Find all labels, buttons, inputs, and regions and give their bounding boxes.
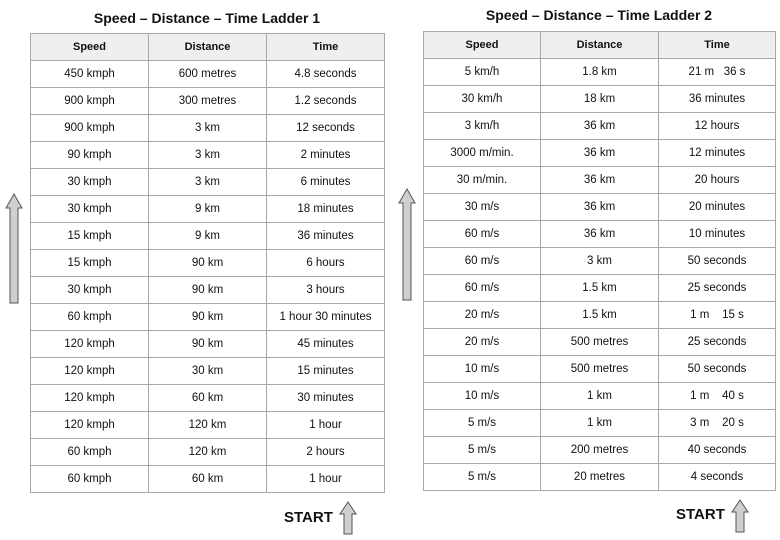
ladder1-cell-time: 1 hour 30 minutes — [267, 304, 385, 331]
table-row — [31, 466, 385, 493]
ladder1-cell-time: 1.2 seconds — [267, 88, 385, 115]
ladder1-cell-speed: 90 kmph — [31, 142, 149, 169]
ladder2-cell-speed: 60 m/s — [424, 275, 541, 302]
ladder2-cell-speed: 30 km/h — [424, 86, 541, 113]
ladder1-cell-distance: 90 km — [149, 331, 267, 358]
ladder2-header-row — [424, 32, 776, 59]
ladder1-title: Speed – Distance – Time Ladder 1 — [93, 10, 321, 26]
ladder2-cell-time: 20 hours — [659, 167, 776, 194]
ladder2-cell-time: 50 seconds — [659, 356, 776, 383]
ladder1-cell-time: 2 minutes — [267, 142, 385, 169]
ladder2-cell-distance: 18 km — [541, 86, 659, 113]
ladder1-cell-speed: 120 kmph — [31, 385, 149, 412]
ladder2-cell-distance: 36 km — [541, 221, 659, 248]
table-row — [31, 169, 385, 196]
table-row — [424, 302, 776, 329]
ladder1-table — [30, 33, 385, 493]
ladder1-cell-time: 12 seconds — [267, 115, 385, 142]
ladder2-cell-distance: 20 metres — [541, 464, 659, 491]
ladder2-cell-distance: 1.8 km — [541, 59, 659, 86]
ladder2-cell-distance: 1 km — [541, 383, 659, 410]
ladder2-cell-speed: 5 m/s — [424, 410, 541, 437]
ladder1-cell-speed: 900 kmph — [31, 88, 149, 115]
ladder2-cell-distance: 1 km — [541, 410, 659, 437]
ladder2-cell-time: 20 minutes — [659, 194, 776, 221]
ladder1-cell-time: 30 minutes — [267, 385, 385, 412]
table-row — [31, 358, 385, 385]
ladder2-cell-time: 1 m 40 s — [659, 383, 776, 410]
ladder1-cell-time: 2 hours — [267, 439, 385, 466]
ladder1-cell-distance: 90 km — [149, 304, 267, 331]
ladder2-cell-speed: 60 m/s — [424, 248, 541, 275]
ladder2-cell-speed: 20 m/s — [424, 302, 541, 329]
table-row — [424, 383, 776, 410]
ladder1-body — [31, 61, 385, 493]
ladder2-cell-time: 36 minutes — [659, 86, 776, 113]
ladder1-cell-time: 4.8 seconds — [267, 61, 385, 88]
table-row — [424, 410, 776, 437]
ladder2-cell-speed: 20 m/s — [424, 329, 541, 356]
table-row — [424, 140, 776, 167]
table-row — [31, 304, 385, 331]
table-row — [424, 437, 776, 464]
ladder1-cell-speed: 15 kmph — [31, 250, 149, 277]
table-row — [424, 464, 776, 491]
table-row — [31, 412, 385, 439]
ladder1-cell-speed: 450 kmph — [31, 61, 149, 88]
ladder1-start-label: START — [284, 509, 333, 526]
ladder1-cell-speed: 30 kmph — [31, 196, 149, 223]
ladder2-cell-time: 12 minutes — [659, 140, 776, 167]
ladder2-cell-distance: 500 metres — [541, 356, 659, 383]
table-row — [31, 142, 385, 169]
ladder2-cell-distance: 1.5 km — [541, 302, 659, 329]
ladder1-cell-distance: 9 km — [149, 196, 267, 223]
ladder2-cell-time: 4 seconds — [659, 464, 776, 491]
ladder2-cell-distance: 36 km — [541, 167, 659, 194]
ladder1-cell-distance: 3 km — [149, 169, 267, 196]
table-row — [31, 277, 385, 304]
ladder2-cell-speed: 5 m/s — [424, 464, 541, 491]
ladder1-cell-speed: 30 kmph — [31, 169, 149, 196]
ladder2-cell-distance: 36 km — [541, 194, 659, 221]
ladder2-header-distance: Distance — [541, 32, 659, 59]
ladder1-cell-distance: 3 km — [149, 115, 267, 142]
ladder1-cell-speed: 120 kmph — [31, 358, 149, 385]
ladder2-cell-distance: 36 km — [541, 140, 659, 167]
start-arrow-icon — [338, 500, 358, 536]
ladder1-cell-time: 6 hours — [267, 250, 385, 277]
table-row — [424, 329, 776, 356]
ladder1-cell-distance: 9 km — [149, 223, 267, 250]
ladder1-header-speed: Speed — [31, 34, 149, 61]
ladder2-header-speed: Speed — [424, 32, 541, 59]
ladder2-cell-time: 10 minutes — [659, 221, 776, 248]
table-row — [31, 88, 385, 115]
table-row — [424, 59, 776, 86]
ladder2-table — [423, 31, 776, 491]
ladder2-cell-time: 25 seconds — [659, 275, 776, 302]
ladder2-cell-time: 25 seconds — [659, 329, 776, 356]
ladder1-header-time: Time — [267, 34, 385, 61]
ladder1-cell-speed: 60 kmph — [31, 304, 149, 331]
ladder2-cell-time: 21 m 36 s — [659, 59, 776, 86]
ladder2-cell-speed: 5 km/h — [424, 59, 541, 86]
ladder1-cell-distance: 60 km — [149, 466, 267, 493]
ladder2-cell-distance: 200 metres — [541, 437, 659, 464]
table-row — [424, 275, 776, 302]
table-row — [31, 439, 385, 466]
ladder2-cell-speed: 30 m/min. — [424, 167, 541, 194]
ladder1-header-row — [31, 34, 385, 61]
ladder1-cell-distance: 3 km — [149, 142, 267, 169]
ladder2-cell-time: 3 m 20 s — [659, 410, 776, 437]
ladder1-cell-time: 1 hour — [267, 412, 385, 439]
ladder2-cell-speed: 10 m/s — [424, 356, 541, 383]
ladder2-cell-speed: 3 km/h — [424, 113, 541, 140]
ladder2-cell-distance: 3 km — [541, 248, 659, 275]
ladder1-cell-speed: 120 kmph — [31, 412, 149, 439]
table-row — [424, 86, 776, 113]
table-row — [424, 113, 776, 140]
start-arrow-icon — [730, 498, 750, 534]
table-row — [424, 221, 776, 248]
table-row — [31, 61, 385, 88]
table-row — [424, 194, 776, 221]
ladder2-cell-time: 50 seconds — [659, 248, 776, 275]
table-row — [31, 196, 385, 223]
ladder1-cell-time: 15 minutes — [267, 358, 385, 385]
ladder1-cell-speed: 15 kmph — [31, 223, 149, 250]
table-row — [31, 331, 385, 358]
ladder1-cell-distance: 300 metres — [149, 88, 267, 115]
ladder1-cell-distance: 90 km — [149, 250, 267, 277]
table-row — [31, 223, 385, 250]
table-row — [424, 248, 776, 275]
ladder1-cell-time: 18 minutes — [267, 196, 385, 223]
table-row — [31, 115, 385, 142]
ladder1-cell-time: 3 hours — [267, 277, 385, 304]
up-arrow-icon — [4, 192, 24, 305]
ladder1-cell-speed: 900 kmph — [31, 115, 149, 142]
ladder2-cell-distance: 1.5 km — [541, 275, 659, 302]
ladder2-cell-time: 1 m 15 s — [659, 302, 776, 329]
ladder2-cell-time: 40 seconds — [659, 437, 776, 464]
table-row — [31, 250, 385, 277]
ladder1-cell-distance: 120 km — [149, 412, 267, 439]
ladder2-cell-speed: 3000 m/min. — [424, 140, 541, 167]
ladder1-cell-time: 1 hour — [267, 466, 385, 493]
ladder1-cell-distance: 120 km — [149, 439, 267, 466]
ladder2-cell-time: 12 hours — [659, 113, 776, 140]
ladder2-cell-speed: 60 m/s — [424, 221, 541, 248]
ladder2-cell-distance: 500 metres — [541, 329, 659, 356]
ladder1-cell-speed: 120 kmph — [31, 331, 149, 358]
ladder1-cell-time: 6 minutes — [267, 169, 385, 196]
table-row — [31, 385, 385, 412]
ladder1-cell-speed: 30 kmph — [31, 277, 149, 304]
ladder1-cell-speed: 60 kmph — [31, 466, 149, 493]
table-row — [424, 167, 776, 194]
ladder2-header-time: Time — [659, 32, 776, 59]
ladder2-cell-speed: 10 m/s — [424, 383, 541, 410]
ladder1-cell-distance: 30 km — [149, 358, 267, 385]
ladder2-title: Speed – Distance – Time Ladder 2 — [485, 7, 713, 23]
ladder2-cell-speed: 30 m/s — [424, 194, 541, 221]
ladder1-header-distance: Distance — [149, 34, 267, 61]
up-arrow-icon — [397, 187, 417, 302]
ladder2-cell-speed: 5 m/s — [424, 437, 541, 464]
ladder1-cell-time: 45 minutes — [267, 331, 385, 358]
table-row — [424, 356, 776, 383]
ladder2-cell-distance: 36 km — [541, 113, 659, 140]
ladder2-body — [424, 59, 776, 491]
ladder1-cell-distance: 90 km — [149, 277, 267, 304]
ladder1-cell-speed: 60 kmph — [31, 439, 149, 466]
ladder2-start-label: START — [676, 506, 725, 523]
ladder1-cell-distance: 600 metres — [149, 61, 267, 88]
ladder1-cell-distance: 60 km — [149, 385, 267, 412]
ladder1-cell-time: 36 minutes — [267, 223, 385, 250]
